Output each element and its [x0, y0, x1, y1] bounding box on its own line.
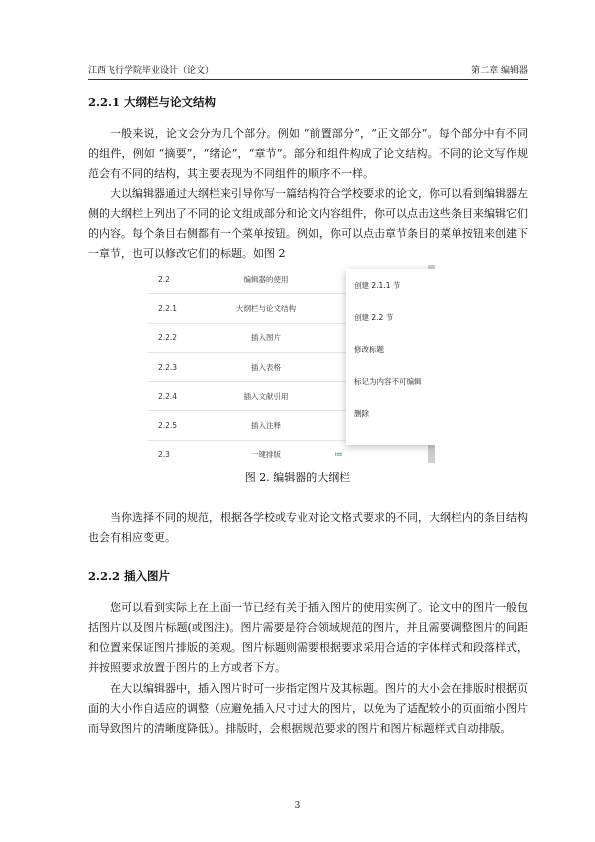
- menu-item-create-2-1-1: 创建 2.1.1 节: [354, 280, 401, 290]
- header-right: 第二章 编辑器: [471, 66, 528, 76]
- menu-list-icon: ≔: [334, 449, 343, 460]
- page-number: 3: [294, 801, 301, 811]
- section-title-2-2-2: 2.2.2 插入图片: [88, 569, 171, 583]
- paragraph: 大以编辑器通过大纲栏来引导你写一篇结构符合学校要求的论文，你可以看到编辑器左侧的大纲栏上列出了不同的论文组成部分和论文内容组件，你可以点击这些条目来编辑它们的内容。每个条目右侧都有一个菜单按钮。例如，你可以点击章节条目的菜单按钮来创建下一章节，也可以修改它们的标题。如图 2: [88, 187, 528, 260]
- menu-item-delete: 删除: [354, 408, 369, 418]
- outline-row: 2.2.5 插入注释: [148, 411, 348, 440]
- menu-item-create-2-2: 创建 2.2 节: [354, 312, 394, 322]
- context-menu: [346, 269, 435, 445]
- menu-item-rename: 修改标题: [354, 344, 384, 354]
- paragraph: 当你选择不同的规范，根据各学校或专业对论文格式要求的不同，大纲栏内的条目结构也会有相应变更。: [88, 511, 528, 544]
- paragraph: 在大以编辑器中，插入图片时可一步指定图片及其标题。图片的大小会在排版时根据页面的大小作自适应的调整（应避免插入尺寸过大的图片，以免为了适配较小的页面缩小图片而导致图片的清晰度降低）。排版时，会根据规范要求的图片和图片标题样式自动排版。: [88, 682, 528, 735]
- outline-row: 2.2.3 插入表格: [148, 353, 348, 382]
- outline-row: 2.3 一键排版 ≔: [148, 441, 348, 463]
- paragraph: 您可以看到实际上在上面一节已经有关于插入图片的使用实例了。论文中的图片一般包括图片以及图片标题(或图注)。图片需要是符合领域规范的图片，并且需要调整图片的间距和位置来保证图片排版的美观。图片标题则需要根据要求采用合适的字体样式和段落样式，并按照要求放置于图片的上方或者下方。: [88, 601, 528, 674]
- outline-row: 2.2.1 大纲栏与论文结构: [148, 294, 348, 323]
- page-header: [88, 64, 528, 80]
- outline-figure: [148, 265, 435, 463]
- section-title-2-2-1: 2.2.1 大纲栏与论文结构: [88, 95, 217, 109]
- outline-row: 2.2.2 插入图片: [148, 324, 348, 353]
- header-left: 江西飞行学院毕业设计（论文）: [88, 66, 215, 76]
- menu-item-lock: 标记为内容不可编辑: [354, 376, 422, 386]
- outline-row: 2.2 编辑器的使用: [148, 265, 348, 294]
- outline-row: 2.2.4 插入文献引用: [148, 382, 348, 411]
- figure-caption: 图 2. 编辑器的大纲栏: [244, 471, 351, 484]
- outline-list: [148, 265, 348, 463]
- paragraph: 一般来说，论文会分为几个部分。例如 “前置部分”，“正文部分”。每个部分中有不同的组件，例如 “摘要”，“绪论”，“章节”。部分和组件构成了论文结构。不同的论文写作规范会有不同的结构，其主要表现为不同组件的顺序不一样。: [88, 127, 528, 180]
